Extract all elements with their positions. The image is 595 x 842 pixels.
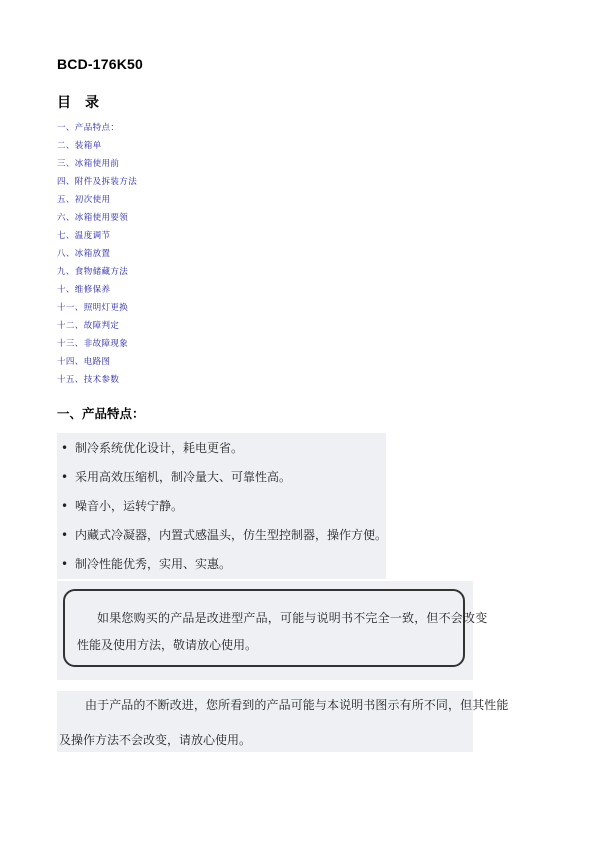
feature-text: 内藏式冷凝器，内置式感温头，仿生型控制器，操作方便。 xyxy=(75,528,388,542)
toc-item[interactable]: 九、食物储藏方法 xyxy=(57,267,129,277)
feature-item xyxy=(61,437,386,466)
toc-item[interactable]: 十二、故障判定 xyxy=(57,321,120,331)
notice-frame xyxy=(63,589,465,667)
notice-scan-image xyxy=(57,581,488,680)
improvement-scan-image xyxy=(57,691,509,752)
toc-item[interactable]: 十四、电路图 xyxy=(57,357,111,367)
toc-item[interactable]: 七、温度调节 xyxy=(57,231,111,241)
notice-text-line: 如果您购买的产品是改进型产品，可能与说明书不完全一致，但不会改变 xyxy=(97,611,488,625)
feature-item xyxy=(61,495,386,524)
features-scan-image xyxy=(57,433,386,579)
feature-text: 制冷系统优化设计，耗电更省。 xyxy=(75,441,244,455)
toc-item[interactable]: 十、维修保养 xyxy=(57,285,111,295)
feature-item xyxy=(61,524,386,553)
toc-item[interactable]: 十五、技术参数 xyxy=(57,375,120,385)
feature-text: 噪音小，运转宁静。 xyxy=(75,499,184,513)
toc-item[interactable]: 六、冰箱使用要领 xyxy=(57,213,129,223)
toc-item[interactable]: 二、装箱单 xyxy=(57,141,102,151)
toc-title: 目 录 xyxy=(57,95,99,111)
improvement-text-line: 及操作方法不会改变，请放心使用。 xyxy=(59,733,252,747)
feature-text: 采用高效压缩机，制冷量大、可靠性高。 xyxy=(75,470,292,484)
toc-item[interactable]: 一、产品特点： xyxy=(57,123,120,133)
table-of-contents xyxy=(57,121,137,391)
bullet-icon: • xyxy=(61,470,69,484)
toc-item[interactable]: 五、初次使用 xyxy=(57,195,111,205)
toc-item[interactable]: 三、冰箱使用前 xyxy=(57,159,120,169)
toc-item[interactable]: 十三、非故障现象 xyxy=(57,339,129,349)
bullet-icon: • xyxy=(61,499,69,513)
bullet-icon: • xyxy=(61,528,69,542)
feature-item xyxy=(61,466,386,495)
toc-item[interactable]: 十一、照明灯更换 xyxy=(57,303,129,313)
feature-item xyxy=(61,553,386,582)
model-title: BCD-176K50 xyxy=(57,56,144,72)
toc-item[interactable]: 四、附件及拆装方法 xyxy=(57,177,138,187)
feature-text: 制冷性能优秀，实用、实惠。 xyxy=(75,557,232,571)
improvement-text-line: 由于产品的不断改进，您所看到的产品可能与本说明书图示有所不同，但其性能 xyxy=(85,698,509,712)
toc-item[interactable]: 八、冰箱放置 xyxy=(57,249,111,259)
bullet-icon: • xyxy=(61,441,69,455)
bullet-icon: • xyxy=(61,557,69,571)
section-heading: 一、产品特点： xyxy=(57,406,145,421)
notice-text-line: 性能及使用方法，敬请放心使用。 xyxy=(77,638,258,652)
